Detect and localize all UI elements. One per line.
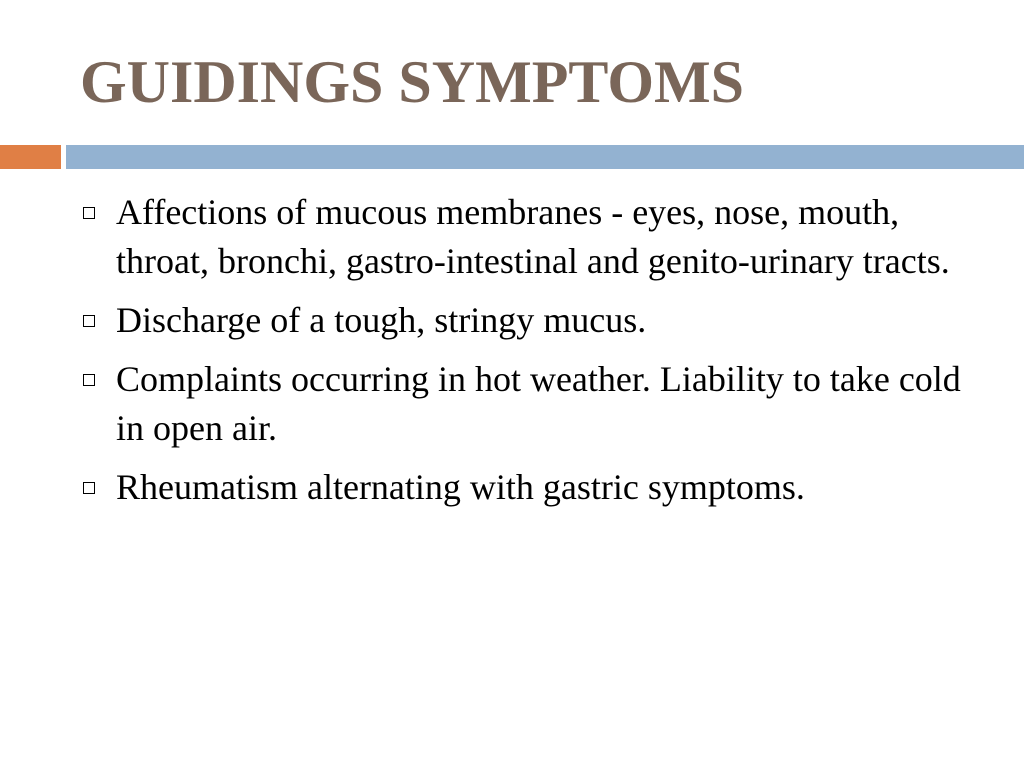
bullet-item <box>80 355 980 453</box>
bullet-text: Affections of mucous membranes - eyes, nose, mouth, throat, bronchi, gastro-intestinal and genito-urinary tracts. <box>116 192 950 281</box>
hollow-square-icon <box>83 482 95 494</box>
slide-title: GUIDINGS SYMPTOMS <box>80 49 744 115</box>
bullet-list <box>80 188 980 522</box>
accent-bar-blue <box>66 145 1024 169</box>
bullet-text: Complaints occurring in hot weather. Liability to take cold in open air. <box>116 359 961 448</box>
bullet-text: Discharge of a tough, stringy mucus. <box>116 300 647 340</box>
hollow-square-icon <box>83 374 95 386</box>
accent-bar-orange <box>0 145 61 169</box>
bullet-item <box>80 188 980 286</box>
hollow-square-icon <box>83 207 95 219</box>
bullet-item <box>80 463 980 512</box>
bullet-item <box>80 296 980 345</box>
hollow-square-icon <box>83 315 95 327</box>
bullet-text: Rheumatism alternating with gastric symptoms. <box>116 467 805 507</box>
